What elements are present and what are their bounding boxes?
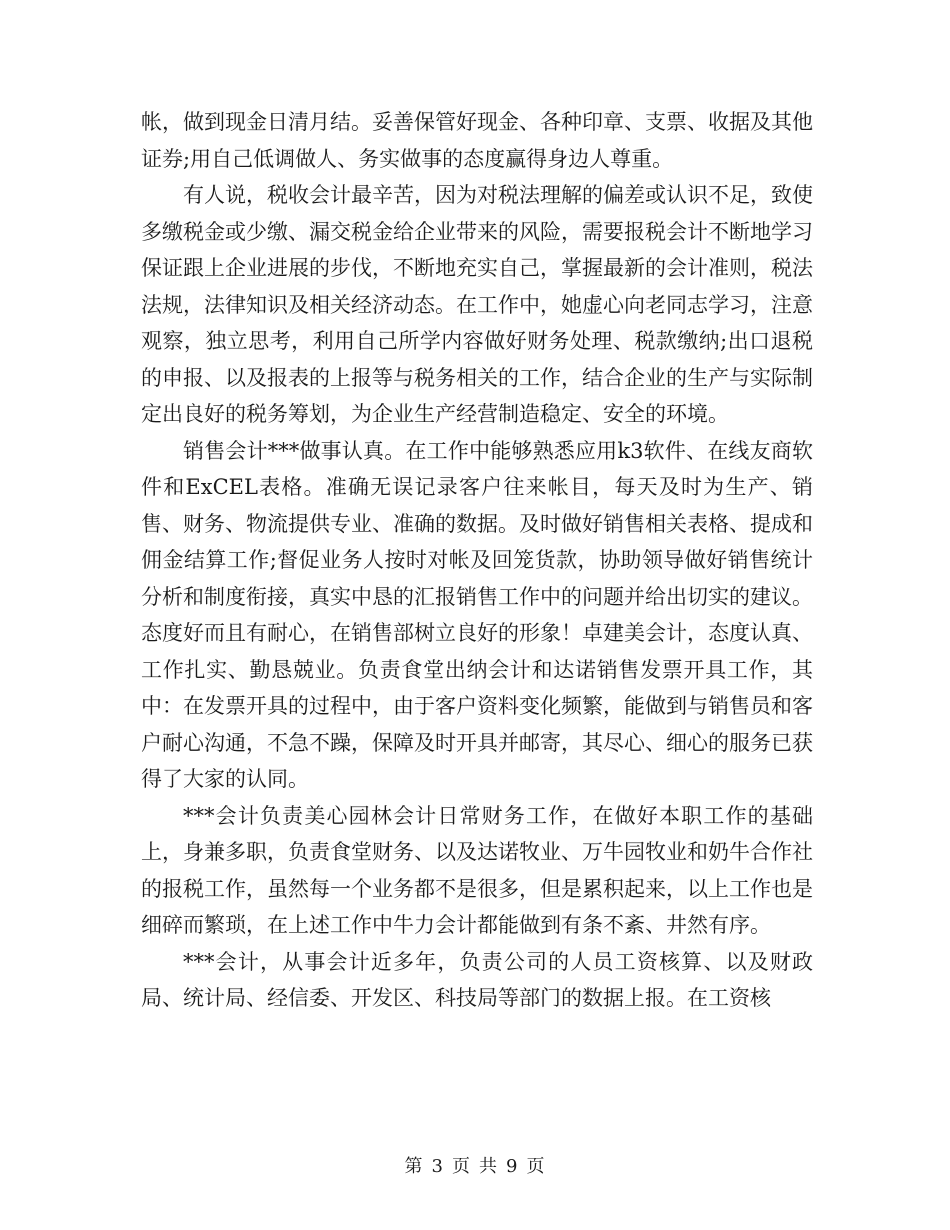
footer-prefix: 第: [404, 1156, 424, 1177]
total-pages-number: 9: [506, 1156, 519, 1177]
footer-suffix: 页: [526, 1156, 546, 1177]
document-body: [141, 104, 813, 1017]
paragraph-1: 帐，做到现金日清月结。妥善保管好现金、各种印章、支票、收据及其他证券;用自己低调做人、务实做事的态度赢得身边人尊重。: [141, 110, 813, 171]
paragraph-3: 销售会计***做事认真。在工作中能够熟悉应用k3软件、在线友商软件和ExCEL表格。准确无误记录客户往来帐目，每天及时为生产、销售、财务、物流提供专业、准确的数据。及时做好销售相关表格、提成和佣金结算工作;督促业务人按时对帐及回笼货款，协助领导做好销售统计分析和制度衔接，真实中恳的汇报销售工作中的问题并给出切实的建议。态度好而且有耐心，在销售部树立良好的形象！卓建美会计，态度认真、工作扎实、勤恳兢业。负责食堂出纳会计和达诺销售发票开具工作，其中：在发票开具的过程中，由于客户资料变化频繁，能做到与销售员和客户耐心沟通，不急不躁，保障及时开具并邮寄，其尽心、细心的服务已获得了大家的认同。: [141, 438, 813, 791]
page-footer: [0, 1152, 950, 1178]
footer-page-unit: 页: [452, 1156, 471, 1177]
current-page-number: 3: [431, 1156, 444, 1177]
paragraph-2: 有人说，税收会计最辛苦，因为对税法理解的偏差或认识不足，致使多缴税金或少缴、漏交税金给企业带来的风险，需要报税会计不断地学习保证跟上企业进展的步伐，不断地充实自己，掌握最新的会计准则，税法法规，法律知识及相关经济动态。在工作中，她虚心向老同志学习，注意观察，独立思考，利用自己所学内容做好财务处理、税款缴纳;出口退税的申报、以及报表的上报等与税务相关的工作，结合企业的生产与实际制定出良好的税务筹划，为企业生产经营制造稳定、安全的环境。: [141, 183, 813, 426]
footer-total-label: 共: [479, 1156, 498, 1177]
paragraph-5: ***会计，从事会计近多年，负责公司的人员工资核算、以及财政局、统计局、经信委、开发区、科技局等部门的数据上报。在工资核: [141, 949, 813, 1010]
paragraph-4: ***会计负责美心园林会计日常财务工作，在做好本职工作的基础上，身兼多职，负责食堂财务、以及达诺牧业、万牛园牧业和奶牛合作社的报税工作，虽然每一个业务都不是很多，但是累积起来，以上工作也是细碎而繁琐，在上述工作中牛力会计都能做到有条不紊、井然有序。: [141, 803, 813, 937]
